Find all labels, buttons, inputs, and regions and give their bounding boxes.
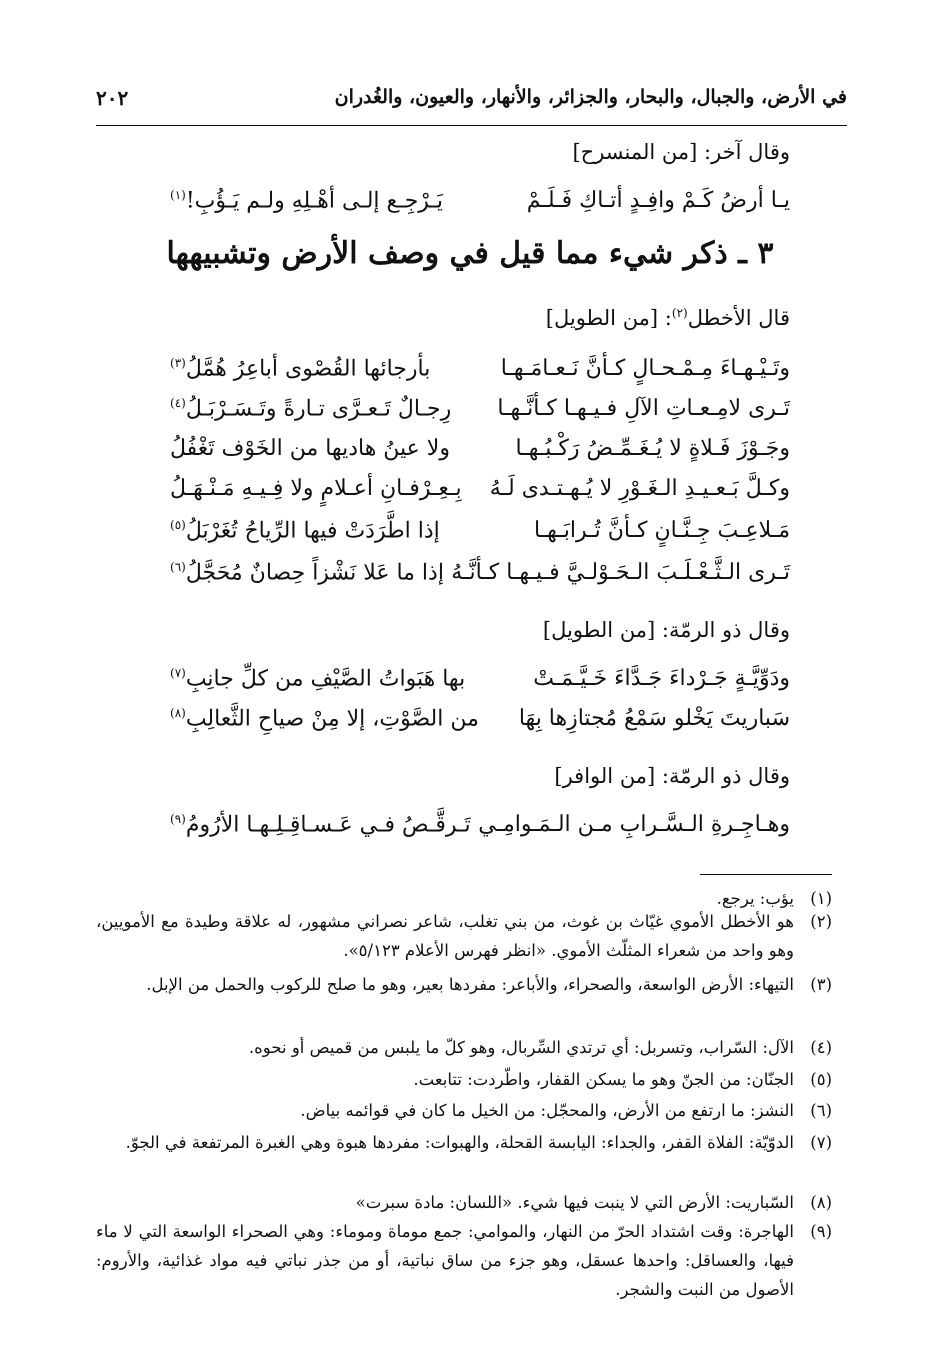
- verse-second-hemistich: رِجـالٌ تَـعـرَّى تـارةً وتَـسَـرْبَـلُ$^{(٤)}$: [170, 396, 452, 422]
- footnote-text: النشز: ما ارتفع من الأرض، والمحجّل: من الخيل ما كان في قوائمه بياض.: [300, 1101, 794, 1120]
- footnote: [96, 1128, 832, 1157]
- verse-second-hemistich: إذا اطَّرَدَتْ فيها الرِّياحُ تُغَرْبَلُ$^{(٥)}$: [170, 518, 440, 544]
- verse-first-hemistich: تَـرى الـثَّـعْـلَـبَ الـحَـوْلـيَّ فـيـهـا كـأنَّـهُ: [451, 560, 790, 585]
- verse-first-hemistich: تَـرى لامِـعـاتِ الآلِ فـيـهـا كـأنَّـهـا: [497, 396, 790, 421]
- footnote-marker: (٩): [170, 812, 186, 826]
- verse-second-hemistich: بها هَبَواتُ الصَّيْفِ من كلِّ جانِبِ$^{(٧)}$: [170, 666, 466, 692]
- footnote-text: الدوّيّة: الفلاة القفر، والجداء: اليابسة القحلة، والهبوات: مفردها هبوة وهي الغبرة المرتفعة في الجوّ.: [125, 1133, 794, 1152]
- verse-line: [150, 476, 790, 516]
- verse-line: [150, 666, 790, 706]
- verse-line: [150, 188, 790, 228]
- verse-line: [150, 518, 790, 558]
- verse-first-hemistich: وكـلَّ بَـعـيـدِ الـغَـوْرِ لا يُـهـتـدى لَـهُ: [489, 476, 790, 501]
- footnote-marker: (٨): [170, 706, 186, 720]
- verse-second-hemistich: تَـرقَّـصُ فـي عَـسـاقِـلِـهـا الأرُومُ$^{(٩)}$: [170, 812, 471, 838]
- footnote-marker: (٣): [170, 356, 186, 370]
- footnote-text: هو الأخطل الأموي غيّاث بن غوث، من بني تغلب، شاعر نصراني مشهور، له علاقة وطيدة مع الأمويين، وهو واحد من شعراء المثلّث الأموي. «انظر فهرس الأعلام ٥/١٢٣».: [96, 912, 794, 960]
- page-number: ٢٠٢: [96, 86, 129, 110]
- poem-intro: وقال آخر: [من المنسرح]: [572, 140, 790, 164]
- footnote-marker: (١): [170, 188, 186, 202]
- verse-second-hemistich: بأرجائها القُصْوى أباعِرُ هُمَّلُ$^{(٣)}$: [170, 356, 431, 382]
- footnote-number: (٥): [810, 1070, 832, 1089]
- footnote-text: الهاجرة: وقت اشتداد الحرّ من النهار، والموامي: جمع موماة وموماء: وهي الصحراء الواسعة التي لا ماء فيها، والعساقل: واحدها عسقل، وهو جزء من ساق نباتية، أو من جذر نباتي فيه مواد غذائية، والأروم: الأصول من النبت والشجر.: [96, 1222, 794, 1299]
- poem-intro: وقال ذو الرمّة: [من الطويل]: [542, 618, 790, 642]
- verse-first-hemistich: وجَـوْزَ فَـلاةٍ لا يُـغَـمِّـضُ رَكْـبُـهـا: [515, 436, 790, 461]
- footnote-marker: (٢): [671, 306, 688, 320]
- footnote-number: (٢): [810, 912, 832, 931]
- verse-line: [150, 436, 790, 476]
- verse-line: [150, 706, 790, 746]
- footnote-number: (٨): [810, 1193, 832, 1212]
- verse-line: [150, 812, 790, 852]
- verse-first-hemistich: وهـاجِـرةِ الـسَّـرابِ مـن الـمَـوامِـي: [478, 812, 790, 837]
- footnote: [96, 907, 832, 965]
- footnote-number: (٩): [810, 1222, 832, 1241]
- footnote-marker: (٥): [170, 518, 186, 532]
- footnote-number: (٦): [810, 1101, 832, 1120]
- header-rule: [96, 125, 847, 126]
- verse-line: [150, 396, 790, 436]
- verse-first-hemistich: سَباريتَ يَخْلو سَمْعُ مُجتازِها بِهَا: [518, 706, 790, 731]
- verse-second-hemistich: يَـرْجِـع إلـى أهْـلِهِ ولـم يَـؤُبِ!$^{(١)}$: [170, 188, 443, 214]
- footnote: [96, 1033, 832, 1062]
- footnote-marker: (٧): [170, 666, 186, 680]
- page-header: [96, 86, 847, 116]
- footnote: [96, 1065, 832, 1094]
- footnote-text: يؤب: يرجع.: [716, 889, 794, 908]
- footnote-text: السّباريت: الأرض التي لا ينبت فيها شيء. «اللسان: مادة سبرت»: [355, 1193, 794, 1212]
- verse-second-hemistich: ولا عينُ هاديها من الخَوْف تَغْفُلُ: [170, 436, 450, 461]
- footnote: [96, 1096, 832, 1125]
- footnote-text: الآل: السّراب، وتسربل: أي ترتدي السِّربال، وهو كلّ ما يلبس من قميص أو نحوه.: [248, 1038, 794, 1057]
- verse-first-hemistich: وتَـيْـهـاءَ مِـمْـحـالٍ كـأنَّ نَـعـامَـهـا: [500, 356, 790, 381]
- footnote: [96, 970, 832, 999]
- verse-line: [150, 356, 790, 396]
- footnote-marker: (٤): [170, 396, 186, 410]
- running-title: في الأرض، والجبال، والبحار، والجزائر، والأنهار، والعيون، والغُدران: [334, 86, 847, 108]
- footnote-number: (١): [810, 889, 832, 908]
- poem-intro: وقال ذو الرمّة: [من الوافر]: [554, 764, 790, 788]
- verse-second-hemistich: إذا ما عَلا نَشْزاً حِصانٌ مُحَجَّلُ$^{(٦)}$: [170, 560, 444, 586]
- verse-first-hemistich: مَـلاعِـبَ جِـنَّـانٍ كـأنَّ تُـرابَـهـا: [534, 518, 790, 543]
- verse-second-hemistich: من الصَّوْتِ، إلا مِنْ صياحِ الثَّعالِبِ$^{(٨)}$: [170, 706, 479, 732]
- verse-first-hemistich: يـا أرضُ كَـمْ وافِـدٍ أتـاكِ فَـلَـمْ: [526, 188, 790, 213]
- footnote: [96, 1217, 832, 1304]
- section-title: ٣ ـ ذكر شيء مما قيل في وصف الأرض وتشبيهها: [166, 236, 774, 271]
- footnote-number: (٤): [810, 1038, 832, 1057]
- footnote-number: (٧): [810, 1133, 832, 1152]
- verse-second-hemistich: بِـعِـرْفـانِ أعـلامٍ ولا فِـيـهِ مَـنْـهَـلُ: [170, 476, 462, 501]
- verse-first-hemistich: ودَوِّيَّـةٍ جَـرْداءَ جَـدَّاءَ خَـيَّـمَـتْ: [533, 666, 790, 691]
- footnote-text: التيهاء: الأرض الواسعة، والصحراء، والأباعر: مفردها بعير، وهو ما صلح للركوب والحمل من الإبل.: [146, 975, 794, 994]
- footnote-number: (٣): [810, 975, 832, 994]
- footnote-marker: (٦): [170, 560, 186, 574]
- footnote-text: الجنّان: من الجنّ وهو ما يسكن القفار، واطّردت: تتابعت.: [413, 1070, 794, 1089]
- footnote: [96, 1188, 832, 1217]
- footnote-rule: [700, 874, 832, 875]
- poem-intro: قال الأخطل$^{(٢)}$: [من الطويل]: [545, 306, 790, 330]
- verse-line: [150, 560, 790, 600]
